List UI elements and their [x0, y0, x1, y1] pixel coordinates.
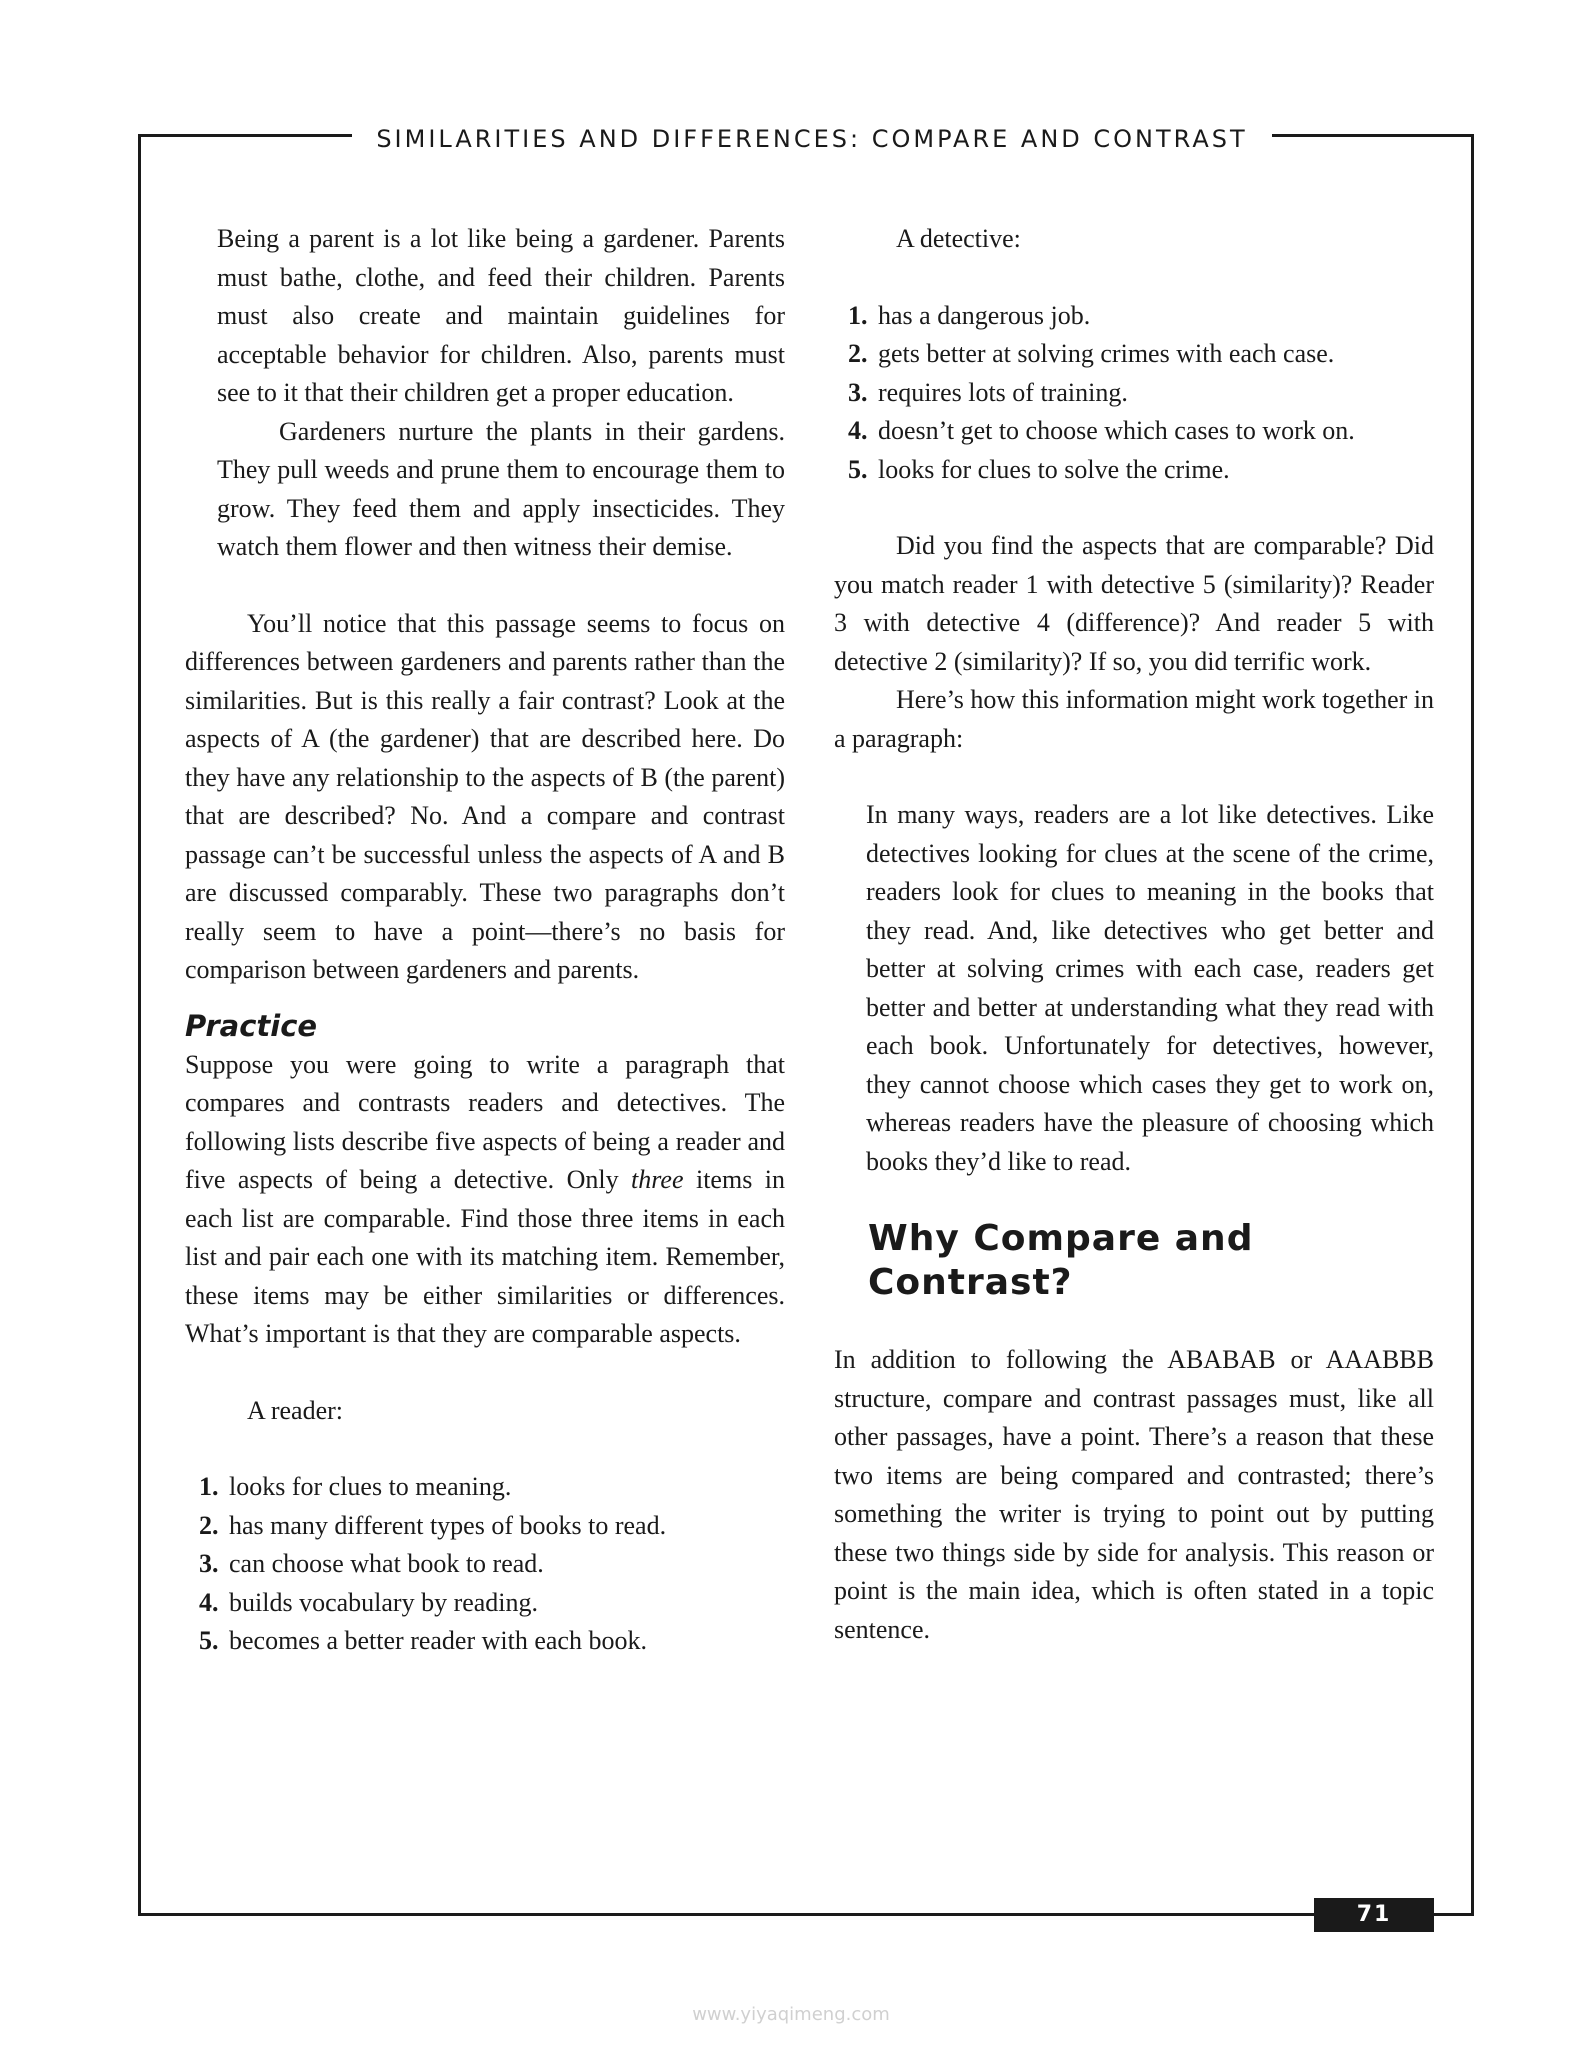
analysis-paragraph: You’ll notice that this passage seems to focus on differences between gardeners and parents rather than the similarities. But is this really a fair contrast? Look at the aspects of A (the gardener) that are described here. Do they have any relationship to the aspects of B (the parent) that are described? No. And a compare and contrast passage can’t be successful unless the aspects of A and B are discussed comparably. These two paragraphs don’t really seem to have a point—there’s no basis for comparison between gardeners and parents. [185, 608, 785, 984]
running-header: SIMILARITIES AND DIFFERENCES: COMPARE AND CONTRAST [352, 124, 1272, 154]
list-item [848, 374, 1434, 413]
list-item-number: 2. [848, 339, 868, 368]
practice-emphasis: three [631, 1165, 684, 1194]
practice-text-after: items in each list are comparable. Find those three items in each list and pair each one with its matching item. Remember, these items may be either similarities or differences. What’s important is that they are comparable aspects. [185, 1165, 785, 1348]
list-item-number: 3. [199, 1549, 219, 1578]
check-paragraph: Did you find the aspects that are comparable? Did you match reader 1 with detective 5 (similarity)? Reader 3 with detective 4 (difference)? And reader 5 with detective 2 (similarity)? If so, you did terrific work. [834, 531, 1434, 676]
list-item [199, 1584, 785, 1623]
list-item-text: requires lots of training. [878, 377, 1128, 407]
page-number: 71 [1314, 1898, 1434, 1932]
list-item [199, 1622, 785, 1661]
list-item-number: 5. [848, 454, 868, 484]
list-item-text: doesn’t get to choose which cases to work on. [878, 416, 1355, 445]
list-item [848, 335, 1434, 374]
list-item-text: looks for clues to solve the crime. [878, 454, 1230, 484]
list-item-number: 2. [199, 1510, 219, 1540]
example-paragraph-block [834, 796, 1434, 1181]
passage-paragraph-gardeners: Gardeners nurture the plants in their gardens. They pull weeds and prune them to encourage them to grow. They feed them and apply insecticides. They watch them flower and then witness their demise. [217, 416, 785, 561]
list-item [848, 297, 1434, 336]
list-item [848, 412, 1434, 451]
passage-paragraph-parents: Being a parent is a lot like being a gardener. Parents must bathe, clothe, and feed their children. Parents must also create and maintain guidelines for acceptable behavior for children. Also, parents must see to it that their children get a proper education. [217, 224, 785, 407]
intro-paragraph: Here’s how this information might work together in a paragraph: [834, 685, 1434, 753]
list-item-number: 3. [848, 377, 868, 407]
list-item-text: has a dangerous job. [878, 300, 1091, 330]
detective-list-label: A detective: [896, 224, 1021, 253]
reader-list [185, 1468, 785, 1661]
gardener-passage [185, 220, 785, 567]
list-item [199, 1507, 785, 1546]
list-item-text: builds vocabulary by reading. [229, 1587, 539, 1617]
why-compare-heading: Why Compare and Contrast? [868, 1218, 1254, 1303]
list-item [199, 1545, 785, 1584]
practice-paragraph [185, 1046, 785, 1354]
reader-list-label: A reader: [247, 1395, 344, 1425]
list-item-number: 4. [848, 416, 868, 445]
list-item-text: gets better at solving crimes with each case. [878, 339, 1335, 368]
list-item-number: 5. [199, 1626, 219, 1655]
left-column [185, 220, 785, 1661]
detective-list [834, 297, 1434, 490]
list-item-number: 1. [848, 300, 868, 330]
list-item-text: looks for clues to meaning. [229, 1472, 512, 1501]
list-item-number: 1. [199, 1472, 219, 1501]
right-column [834, 220, 1434, 1649]
list-item [848, 451, 1434, 490]
list-item [199, 1468, 785, 1507]
list-item-number: 4. [199, 1587, 219, 1617]
watermark: www.yiyaqimeng.com [692, 2004, 890, 2025]
why-paragraph: In addition to following the ABABAB or AAABBB structure, compare and contrast passages must, like all other passages, have a point. There’s a reason that these two items are being compared and contrasted; there’s something the writer is trying to point out by putting these two things side by side for analysis. This reason or point is the main idea, which is often stated in a topic sentence. [834, 1345, 1434, 1644]
practice-text-before: Suppose you were going to write a paragraph that compares and contrasts readers and detectives. The following lists describe five aspects of being a reader and five aspects of being a detective. Only [185, 1049, 785, 1194]
list-item-text: can choose what book to read. [229, 1549, 544, 1578]
list-item-text: becomes a better reader with each book. [229, 1626, 647, 1655]
practice-heading: Practice [185, 1008, 318, 1043]
example-paragraph: In many ways, readers are a lot like detectives. Like detectives looking for clues at the scene of the crime, readers look for clues to meaning in the books that they read. And, like detectives who get better and better at solving crimes with each case, readers get better and better at understanding what they read with each book. Unfortunately for detectives, however, they cannot choose which cases they get to work on, whereas readers have the pleasure of choosing which books they’d like to read. [866, 800, 1434, 1176]
list-item-text: has many different types of books to read. [229, 1510, 667, 1540]
